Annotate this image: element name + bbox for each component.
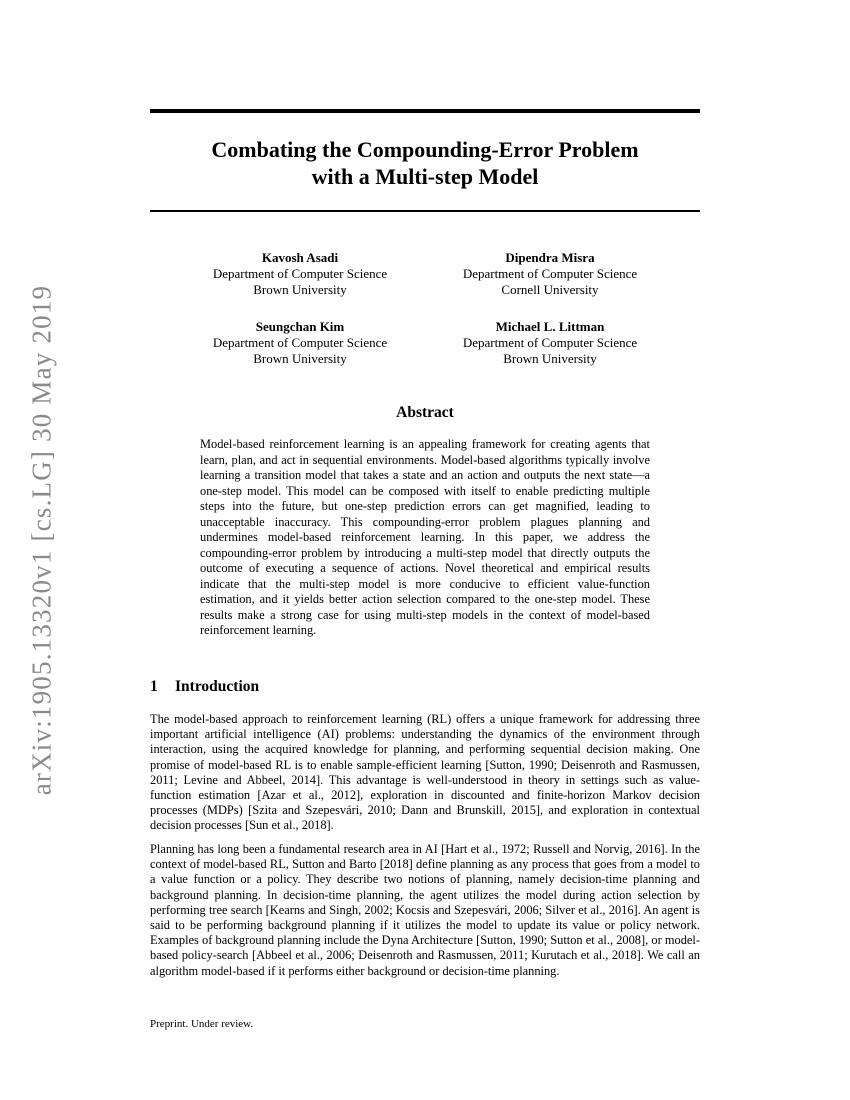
author-department: Department of Computer Science bbox=[462, 266, 638, 281]
author-department: Department of Computer Science bbox=[212, 266, 388, 281]
title-line-2: with a Multi-step Model bbox=[311, 164, 539, 189]
author-affiliation: Cornell University bbox=[501, 282, 599, 297]
author-name: Dipendra Misra bbox=[505, 250, 595, 265]
abstract-text: Model-based reinforcement learning is an appealing framework for creating agents that learn, plan, and act in sequential environments. Model-based algorithms typically involve learning a transition model that takes a state and an action and outputs the next state—a one-step model. This model can be composed with itself to enable predicting multiple steps into the future, but one-step prediction errors can get magnified, leading to unacceptable inaccuracy. This compounding-error problem plagues planning and undermines model-based reinforcement learning. In this paper, we address the compounding-error problem by introducing a multi-step model that directly outputs the outcome of executing a sequence of actions. Novel theoretical and empirical results indicate that the multi-step model is more conducive to efficient value-function estimation, and it yields better action selection compared to the one-step model. These results make a strong case for using multi-step models in the context of model-based reinforcement learning. bbox=[200, 437, 650, 637]
section-title: Introduction bbox=[175, 678, 260, 695]
author-block bbox=[175, 319, 425, 367]
author-name: Kavosh Asadi bbox=[261, 250, 339, 265]
author-block bbox=[425, 250, 675, 298]
author-name: Seungchan Kim bbox=[255, 319, 345, 334]
abstract-heading: Abstract bbox=[396, 404, 454, 421]
author-name: Michael L. Littman bbox=[495, 319, 605, 334]
section-heading bbox=[150, 678, 700, 696]
author-affiliation: Brown University bbox=[253, 351, 347, 366]
author-affiliation: Brown University bbox=[503, 351, 597, 366]
title-rule-bottom bbox=[150, 210, 700, 212]
author-block bbox=[425, 319, 675, 367]
preprint-footer: Preprint. Under review. bbox=[150, 1018, 254, 1030]
author-block bbox=[175, 250, 425, 298]
title-line-1: Combating the Compounding-Error Problem bbox=[211, 137, 639, 162]
body-paragraph: The model-based approach to reinforcement learning (RL) offers a unique framework for addressing three important artificial intelligence (AI) problems: understanding the dynamics of the environment through interaction, using the acquired knowledge for planning, and performing sequential decision making. One promise of model-based RL is to enable sample-efficient learning [Sutton, 1990; Deisenroth and Rasmussen, 2011; Levine and Abbeel, 2014]. This advantage is well-understood in theory in settings such as value-function estimation [Azar et al., 2012], exploration in discounted and finite-horizon Markov decision processes (MDPs) [Szita and Szepesvári, 2010; Dann and Brunskill, 2015], and exploration in contextual decision processes [Sun et al., 2018]. bbox=[150, 712, 700, 833]
body-paragraph: Planning has long been a fundamental research area in AI [Hart et al., 1972; Russell and Norvig, 2016]. In the context of model-based RL, Sutton and Barto [2018] define planning as any process that goes from a model to a value function or a policy. They describe two notions of planning, namely decision-time planning and background planning. In decision-time planning, the agent utilizes the model during action selection by performing tree search [Kearns and Singh, 2002; Kocsis and Szepesvári, 2006; Silver et al., 2016]. An agent is said to be performing background planning if it utilizes the model to update its value or policy network. Examples of background planning include the Dyna Architecture [Sutton, 1990; Sutton et al., 2008], or model-based policy-search [Abbeel et al., 2006; Deisenroth and Rasmussen, 2011; Kurutach et al., 2018]. We call an algorithm model-based if it performs either background or decision-time planning. bbox=[150, 842, 700, 978]
section-number: 1 bbox=[150, 678, 158, 695]
paper-title bbox=[150, 136, 700, 190]
arxiv-identifier-stamp: arXiv:1905.13320v1 [cs.LG] 30 May 2019 bbox=[26, 284, 57, 796]
author-department: Department of Computer Science bbox=[462, 335, 638, 350]
author-department: Department of Computer Science bbox=[212, 335, 388, 350]
author-affiliation: Brown University bbox=[253, 282, 347, 297]
title-rule-top bbox=[150, 109, 700, 113]
